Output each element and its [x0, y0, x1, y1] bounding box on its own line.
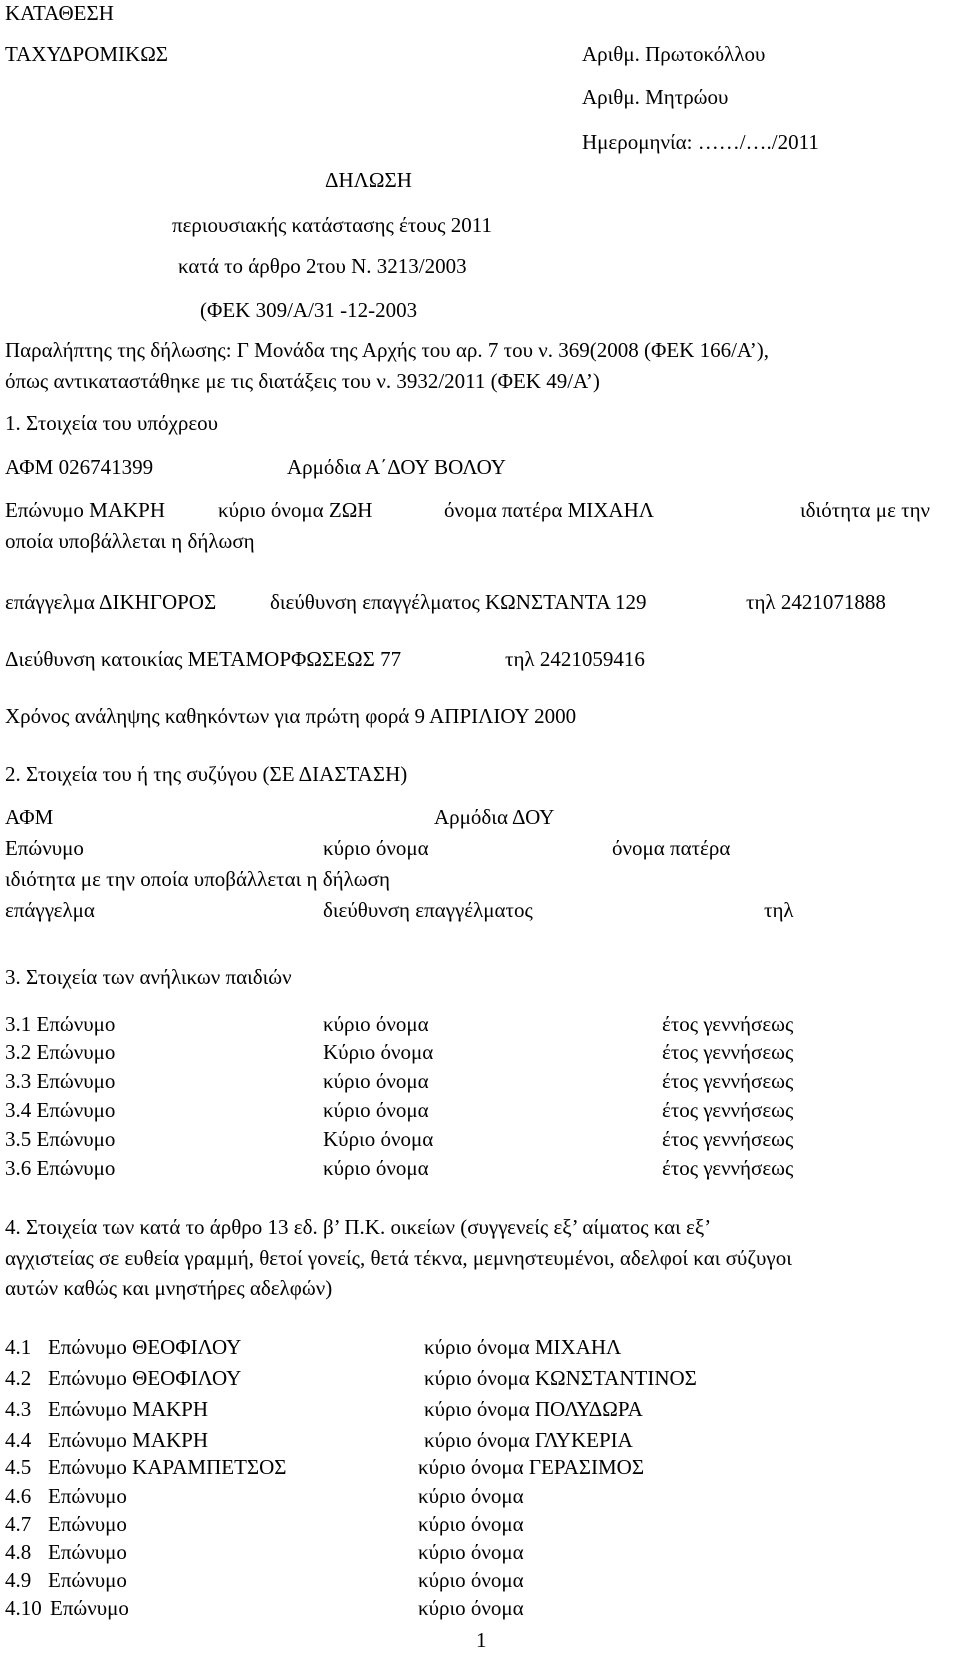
spouse-work-address: διεύθυνση επαγγέλματος [323, 898, 533, 922]
child-birth-year: έτος γεννήσεως [662, 1040, 794, 1064]
section-4-heading-line-3: αυτών καθώς και μνηστήρες αδελφών) [5, 1276, 333, 1300]
relative-number: 4.3 [5, 1397, 32, 1421]
declarant-home-phone: τηλ 2421059416 [505, 647, 645, 671]
relative-first-name: κύριο όνομα ΜΙΧΑΗΛ [424, 1335, 622, 1359]
title-line-2: κατά το άρθρο 2του Ν. 3213/2003 [178, 254, 467, 278]
declarant-tax-office: Αρμόδια Α΄ΔΟΥ ΒΟΛΟΥ [287, 455, 506, 479]
relative-surname: Επώνυμο [48, 1568, 127, 1592]
declarant-work-phone: τηλ 2421071888 [746, 590, 886, 614]
child-surname: 3.2 Επώνυμο [5, 1040, 116, 1064]
child-first-name: κύριο όνομα [323, 1098, 429, 1122]
recipient-line-1: Παραλήπτης της δήλωσης: Γ Μονάδα της Αρχής του αρ. 7 του ν. 369(2008 (ΦΕΚ 166/Α’), [5, 338, 769, 362]
relative-surname: Επώνυμο [50, 1596, 129, 1620]
relative-number: 4.8 [5, 1540, 32, 1564]
relative-surname: Επώνυμο ΘΕΟΦΙΛΟΥ [48, 1335, 242, 1359]
section-4-heading-line-1: 4. Στοιχεία των κατά το άρθρο 13 εδ. β’ Π.Κ. οικείων (συγγενείς εξ’ αίματος και εξ’ [5, 1215, 712, 1239]
relative-first-name: κύριο όνομα [418, 1568, 524, 1592]
relative-surname: Επώνυμο ΚΑΡΑΜΠΕΤΣΟΣ [48, 1455, 287, 1479]
declarant-home-address: Διεύθυνση κατοικίας ΜΕΤΑΜΟΡΦΩΣΕΩΣ 77 [5, 647, 402, 671]
section-4-heading-line-2: αγχιστείας σε ευθεία γραμμή, θετοί γονείς, θετά τέκνα, μεμνηστευμένοι, αδελφοί και σύζυγοι [5, 1246, 792, 1270]
relative-first-name: κύριο όνομα ΓΕΡΑΣΙΜΟΣ [418, 1455, 645, 1479]
declarant-capacity-part-2: οποία υποβάλλεται η δήλωση [5, 529, 255, 553]
child-first-name: Κύριο όνομα [323, 1127, 434, 1151]
relative-surname: Επώνυμο ΘΕΟΦΙΛΟΥ [48, 1366, 242, 1390]
section-3-heading: 3. Στοιχεία των ανήλικων παιδιών [5, 965, 292, 989]
child-surname: 3.3 Επώνυμο [5, 1069, 116, 1093]
child-birth-year: έτος γεννήσεως [662, 1156, 794, 1180]
declarant-first-name: κύριο όνομα ΖΩΗ [218, 498, 373, 522]
relative-first-name: κύριο όνομα ΓΛΥΚΕΡΙΑ [424, 1428, 633, 1452]
child-surname: 3.4 Επώνυμο [5, 1098, 116, 1122]
child-birth-year: έτος γεννήσεως [662, 1098, 794, 1122]
declarant-father-name: όνομα πατέρα ΜΙΧΑΗΛ [444, 498, 654, 522]
section-1-heading: 1. Στοιχεία του υπόχρεου [5, 411, 219, 435]
relative-surname: Επώνυμο ΜΑΚΡΗ [48, 1397, 209, 1421]
declarant-work-address: διεύθυνση επαγγέλματος ΚΩΝΣΤΑΝΤΑ 129 [270, 590, 647, 614]
child-surname: 3.1 Επώνυμο [5, 1012, 116, 1036]
relative-first-name: κύριο όνομα ΠΟΛΥΔΩΡΑ [424, 1397, 643, 1421]
relative-number: 4.1 [5, 1335, 32, 1359]
declarant-surname: Επώνυμο ΜΑΚΡΗ [5, 498, 166, 522]
relative-number: 4.6 [5, 1484, 32, 1508]
spouse-capacity: ιδιότητα με την οποία υποβάλλεται η δήλωση [5, 867, 390, 891]
spouse-phone: τηλ [764, 898, 794, 922]
child-birth-year: έτος γεννήσεως [662, 1127, 794, 1151]
relative-number: 4.9 [5, 1568, 32, 1592]
child-birth-year: έτος γεννήσεως [662, 1069, 794, 1093]
registry-number-label: Αριθμ. Μητρώου [582, 85, 729, 109]
page-number: 1 [476, 1628, 487, 1652]
relative-number: 4.10 [5, 1596, 42, 1620]
relative-first-name: κύριο όνομα [418, 1540, 524, 1564]
relative-first-name: κύριο όνομα [418, 1484, 524, 1508]
child-surname: 3.6 Επώνυμο [5, 1156, 116, 1180]
section-2-heading: 2. Στοιχεία του ή της συζύγου (ΣΕ ΔΙΑΣΤΑΣΗ) [5, 762, 408, 786]
relative-number: 4.7 [5, 1512, 32, 1536]
child-surname: 3.5 Επώνυμο [5, 1127, 116, 1151]
child-first-name: κύριο όνομα [323, 1156, 429, 1180]
spouse-surname: Επώνυμο [5, 836, 84, 860]
title-line-3: (ΦΕΚ 309/Α/31 -12-2003 [200, 298, 418, 322]
relative-number: 4.4 [5, 1428, 32, 1452]
mail-label: ΤΑΧΥΔΡΟΜΙΚΩΣ [5, 42, 169, 66]
relative-surname: Επώνυμο [48, 1512, 127, 1536]
spouse-first-name: κύριο όνομα [323, 836, 429, 860]
spouse-tax-office: Αρμόδια ΔΟΥ [434, 805, 555, 829]
declarant-capacity-part-1: ιδιότητα με την [800, 498, 931, 522]
spouse-father-name: όνομα πατέρα [612, 836, 731, 860]
child-first-name: κύριο όνομα [323, 1012, 429, 1036]
deposit-label: ΚΑΤΑΘΕΣΗ [5, 1, 114, 25]
relative-surname: Επώνυμο ΜΑΚΡΗ [48, 1428, 209, 1452]
child-first-name: Κύριο όνομα [323, 1040, 434, 1064]
child-first-name: κύριο όνομα [323, 1069, 429, 1093]
date-label: Ημερομηνία: ……/…./2011 [582, 130, 819, 154]
relative-surname: Επώνυμο [48, 1484, 127, 1508]
relative-first-name: κύριο όνομα [418, 1596, 524, 1620]
declarant-start-date: Χρόνος ανάληψης καθηκόντων για πρώτη φορά 9 ΑΠΡΙΛΙΟΥ 2000 [5, 704, 577, 728]
spouse-profession: επάγγελμα [5, 898, 95, 922]
child-birth-year: έτος γεννήσεως [662, 1012, 794, 1036]
relative-number: 4.2 [5, 1366, 32, 1390]
declarant-profession: επάγγελμα ΔΙΚΗΓΟΡΟΣ [5, 590, 217, 614]
relative-first-name: κύριο όνομα ΚΩΝΣΤΑΝΤΙΝΟΣ [424, 1366, 697, 1390]
spouse-afm: ΑΦΜ [5, 805, 54, 829]
declarant-afm: ΑΦΜ 026741399 [5, 455, 154, 479]
document-title: ΔΗΛΩΣΗ [325, 168, 412, 192]
protocol-number-label: Αριθμ. Πρωτοκόλλου [582, 42, 766, 66]
relative-surname: Επώνυμο [48, 1540, 127, 1564]
title-line-1: περιουσιακής κατάστασης έτους 2011 [172, 213, 492, 237]
relative-first-name: κύριο όνομα [418, 1512, 524, 1536]
recipient-line-2: όπως αντικαταστάθηκε με τις διατάξεις του ν. 3932/2011 (ΦΕΚ 49/Α’) [5, 369, 600, 393]
relative-number: 4.5 [5, 1455, 32, 1479]
